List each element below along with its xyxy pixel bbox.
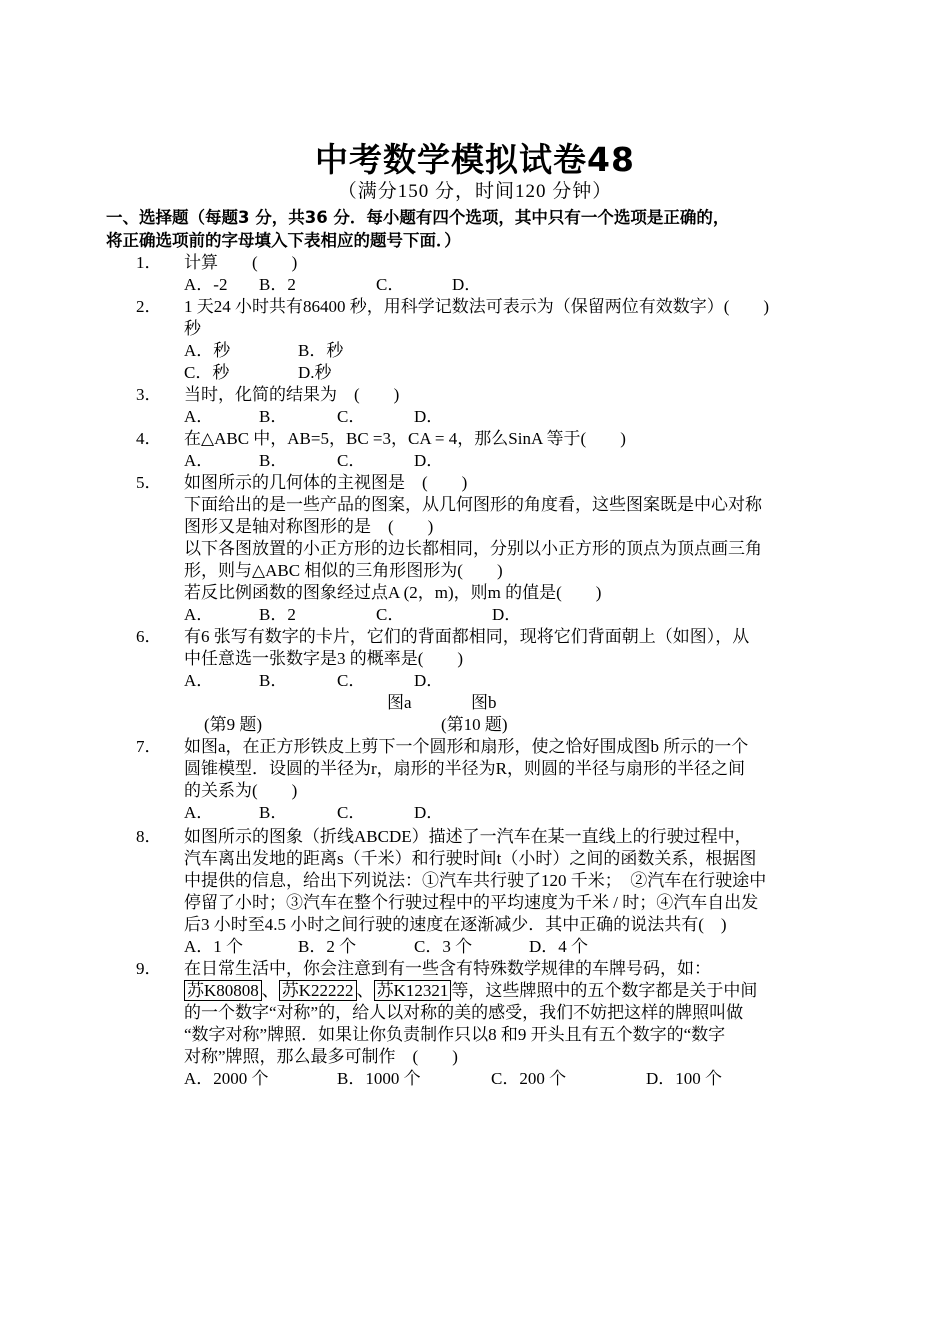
question-number: 6． — [136, 627, 162, 646]
question-number: 3． — [136, 385, 162, 404]
license-plate: 苏K12321 — [374, 980, 452, 1001]
option-c: C． — [337, 407, 366, 426]
section-heading-line-1: 一、选择题（每题3 分，共36 分．每小题有四个选项，其中只有一个选项是正确的， — [106, 208, 730, 227]
figure-a-label: 图a — [387, 693, 412, 712]
option-a: A． — [184, 803, 214, 822]
question-number: 9． — [136, 959, 162, 978]
option-d: D． — [414, 803, 444, 822]
question-stem: 中提供的信息，给出下列说法：①汽车共行驶了120 千米； ②汽车在行驶途中 — [184, 871, 767, 890]
question-stem: 在△ABC 中，AB=5，BC =3，CA = 4，那么SinA 等于( ) — [184, 429, 626, 448]
section-heading-line-2: 将正确选项前的字母填入下表相应的题号下面．） — [106, 231, 461, 250]
question-stem: “数字对称”牌照．如果让你负责制作只以8 和9 开头且有五个数字的“数字 — [184, 1025, 726, 1044]
question-stem: 图形又是轴对称图形的是 ( ) — [184, 517, 434, 536]
question-number: 2． — [136, 297, 162, 316]
question-stem: 如图所示的几何体的主视图是 ( ) — [184, 473, 468, 492]
option-b: B．2 — [259, 275, 296, 294]
question-stem-plates — [184, 980, 757, 1002]
page-subtitle: （满分150 分，时间120 分钟） — [337, 181, 613, 202]
question-stem: 后3 小时至4.5 小时之间行驶的速度在逐渐减少．其中正确的说法共有( ) — [184, 915, 727, 934]
question-number: 8． — [136, 827, 162, 846]
option-b: B．秒 — [298, 341, 344, 360]
question-number: 5． — [136, 473, 162, 492]
question-stem: 对称”牌照，那么最多可制作 ( ) — [184, 1047, 458, 1066]
question-number: 4． — [136, 429, 162, 448]
option-c: C．200 个 — [491, 1069, 567, 1088]
question-stem: 形，则与△ABC 相似的三角形图形为( ) — [184, 561, 503, 580]
option-c: C． — [337, 803, 366, 822]
option-d: D.秒 — [298, 363, 332, 382]
option-a: A． — [184, 605, 214, 624]
question-stem: 以下各图放置的小正方形的边长都相同，分别以小正方形的顶点为顶点画三角 — [184, 539, 762, 558]
option-b: B． — [259, 451, 288, 470]
question-stem: 圆锥模型．设圆的半径为r，扇形的半径为R，则圆的半径与扇形的半径之间 — [184, 759, 745, 778]
license-plate: 苏K22222 — [279, 980, 357, 1001]
option-a: A． — [184, 407, 214, 426]
question-stem: 若反比例函数的图象经过点A (2，m)，则m 的值是( ) — [184, 583, 602, 602]
option-c: C． — [376, 605, 405, 624]
option-c: C． — [337, 451, 366, 470]
option-d: D．100 个 — [646, 1069, 723, 1088]
figure-caption-q10: (第10 题) — [441, 715, 508, 734]
question-number: 7． — [136, 737, 162, 756]
option-b: B．1000 个 — [337, 1069, 421, 1088]
option-b: B． — [259, 671, 288, 690]
option-a: A．-2 — [184, 275, 228, 294]
question-stem: 秒 — [184, 319, 201, 338]
separator: 、 — [261, 981, 279, 1000]
option-c: C． — [376, 275, 405, 294]
option-b: B． — [259, 803, 288, 822]
figure-caption-q9: (第9 题) — [204, 715, 263, 734]
page-title: 中考数学模拟试卷48 — [315, 140, 635, 179]
question-stem-text: 等，这些牌照中的五个数字都是关于中间 — [451, 981, 758, 1000]
option-d: D． — [452, 275, 482, 294]
question-stem: 如图a，在正方形铁皮上剪下一个圆形和扇形，使之恰好围成图b 所示的一个 — [184, 737, 749, 756]
separator: 、 — [356, 981, 374, 1000]
question-stem: 的一个数字“对称”的，给人以对称的美的感受，我们不妨把这样的牌照叫做 — [184, 1003, 744, 1022]
option-a: A． — [184, 671, 214, 690]
question-stem: 如图所示的图象（折线ABCDE）描述了一汽车在某一直线上的行驶过程中， — [184, 827, 752, 846]
option-c: C． — [337, 671, 366, 690]
option-b: B．2 — [259, 605, 296, 624]
option-a: A．1 个 — [184, 937, 244, 956]
figure-b-label: 图b — [471, 693, 497, 712]
question-number: 1． — [136, 253, 162, 272]
option-a: A． — [184, 451, 214, 470]
option-c: C．3 个 — [414, 937, 473, 956]
option-c: C．秒 — [184, 363, 230, 382]
question-stem: 汽车离出发地的距离s（千米）和行驶时间t（小时）之间的函数关系，根据图 — [184, 849, 757, 868]
question-stem: 计算 ( ) — [184, 253, 298, 272]
option-d: D． — [492, 605, 522, 624]
question-stem: 有6 张写有数字的卡片，它们的背面都相同，现将它们背面朝上（如图），从 — [184, 627, 750, 646]
question-stem: 中任意选一张数字是3 的概率是( ) — [184, 649, 464, 668]
option-b: B．2 个 — [298, 937, 357, 956]
option-a: A．秒 — [184, 341, 231, 360]
question-stem: 停留了小时；③汽车在整个行驶过程中的平均速度为千米 / 时；④汽车自出发 — [184, 893, 759, 912]
question-stem: 下面给出的是一些产品的图案，从几何图形的角度看，这些图案既是中心对称 — [184, 495, 762, 514]
license-plate: 苏K80808 — [184, 980, 262, 1001]
option-a: A．2000 个 — [184, 1069, 269, 1088]
option-d: D． — [414, 671, 444, 690]
question-stem: 的关系为( ) — [184, 781, 298, 800]
option-d: D． — [414, 451, 444, 470]
question-stem: 在日常生活中，你会注意到有一些含有特殊数学规律的车牌号码，如： — [184, 959, 711, 978]
option-d: D．4 个 — [529, 937, 589, 956]
option-d: D． — [414, 407, 444, 426]
question-stem: 当时，化简的结果为 ( ) — [184, 385, 400, 404]
option-b: B． — [259, 407, 288, 426]
question-stem: 1 天24 小时共有86400 秒，用科学记数法可表示为（保留两位有效数字）( ) — [184, 297, 770, 316]
